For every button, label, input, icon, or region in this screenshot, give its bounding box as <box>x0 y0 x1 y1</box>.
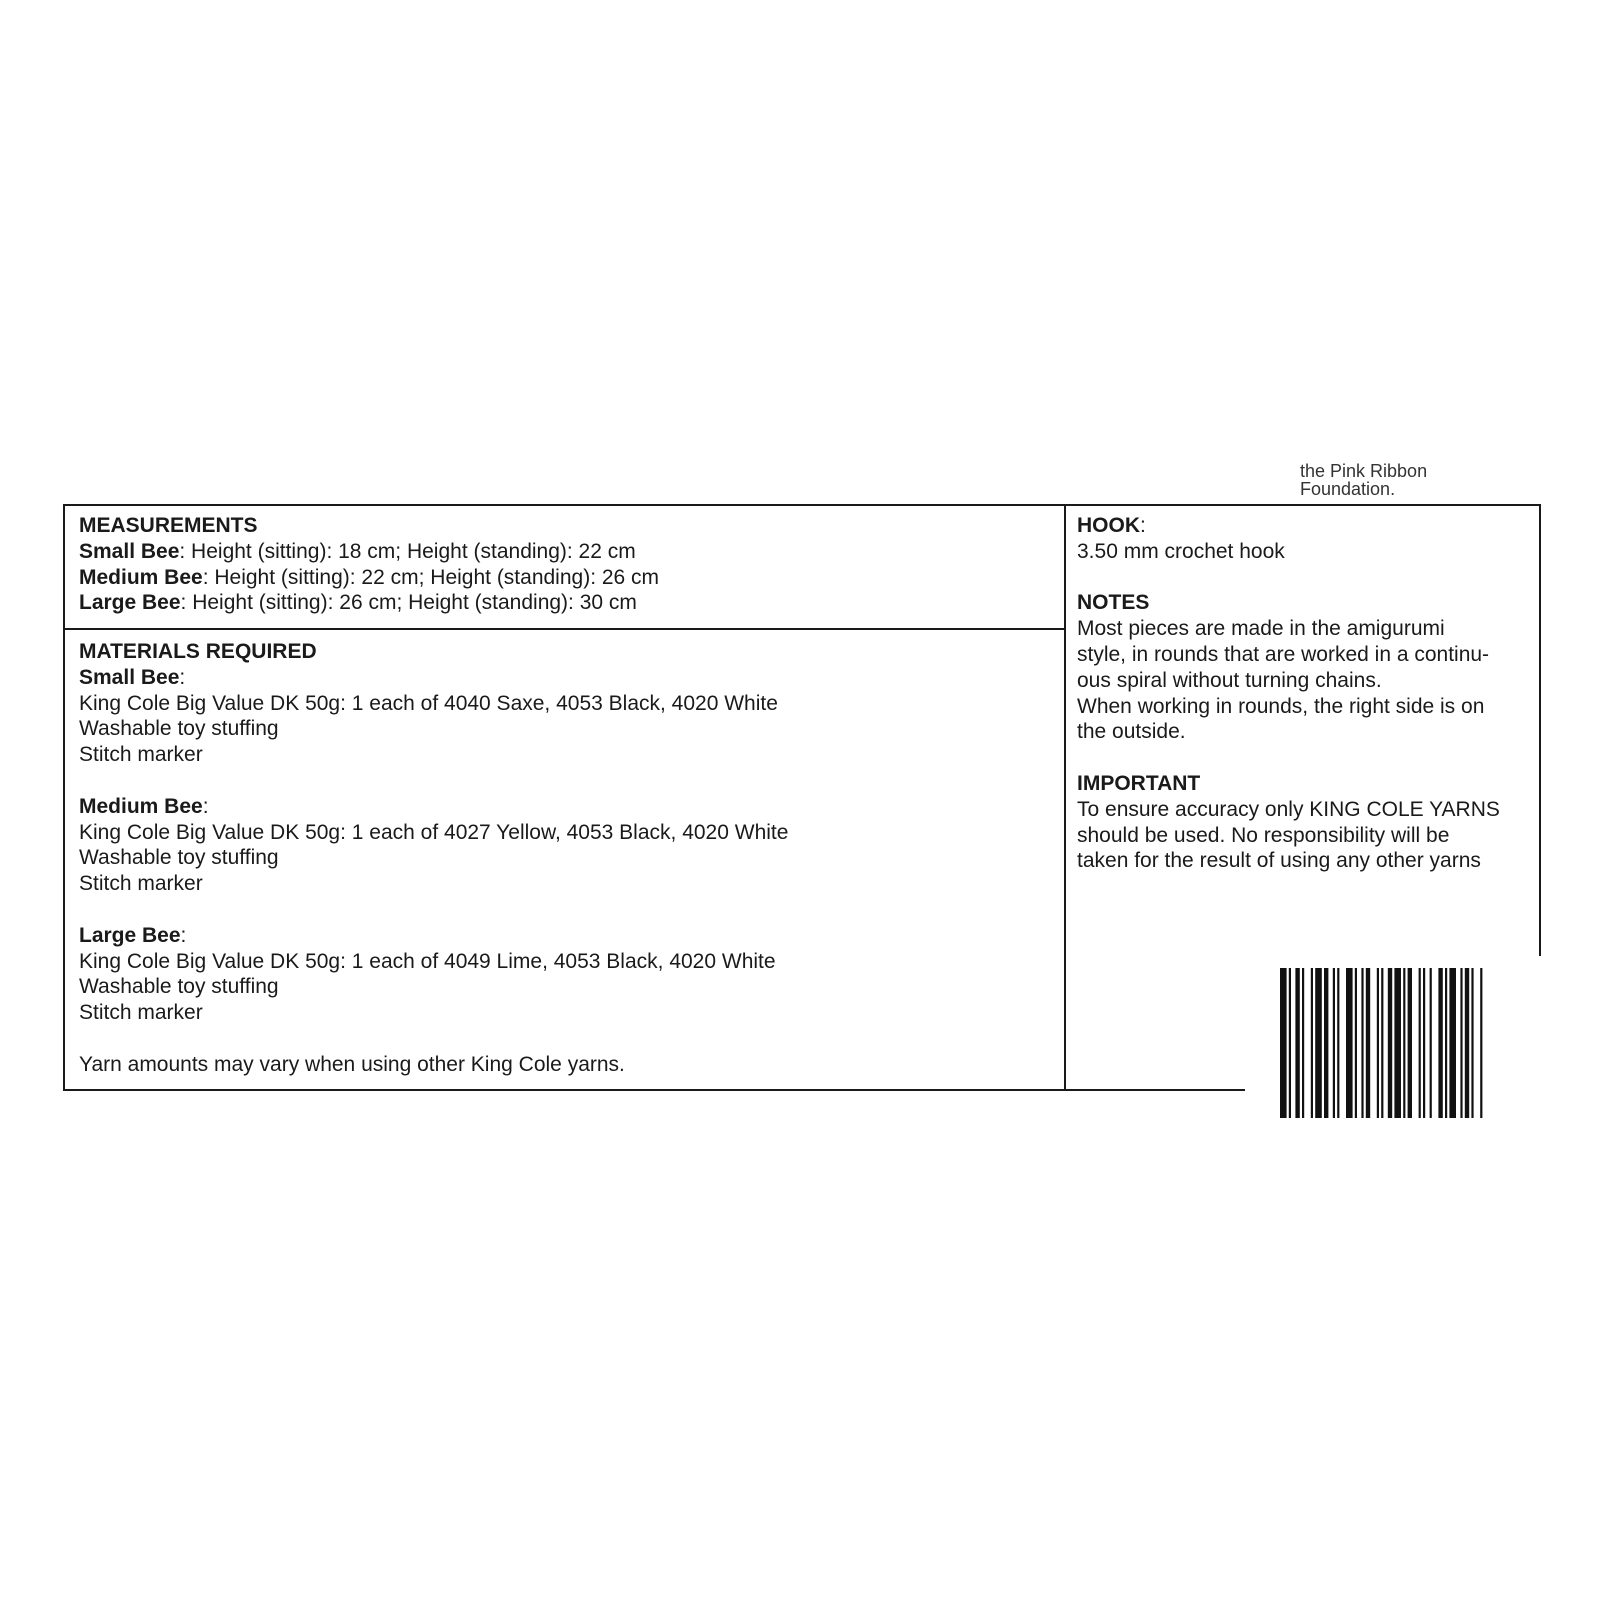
measurement-row-large <box>79 590 659 616</box>
materials-group-small-label <box>79 665 788 691</box>
spacer <box>79 1026 788 1052</box>
important-line: should be used. No responsibility will be <box>1077 823 1450 847</box>
group-label-suffix: : <box>202 794 209 818</box>
hook-text: 3.50 mm crochet hook <box>1077 539 1285 563</box>
barcode-graphic <box>1280 968 1512 1118</box>
cropped-header-fragment <box>1300 461 1520 499</box>
barcode-bar <box>1324 968 1328 1118</box>
barcode-bar <box>1480 968 1482 1118</box>
barcode-bar <box>1302 968 1304 1118</box>
barcode-bar <box>1311 968 1313 1118</box>
barcode-bar <box>1333 968 1335 1118</box>
materials-heading: MATERIALS REQUIRED <box>79 640 317 663</box>
barcode-bar <box>1337 968 1339 1118</box>
materials-group-large-label <box>79 923 788 949</box>
barcode-bar <box>1355 968 1357 1118</box>
measurement-label: Large Bee <box>79 591 181 615</box>
measurements-section <box>79 513 659 616</box>
spacer <box>79 768 788 794</box>
materials-footnote: Yarn amounts may vary when using other King Cole yarns. <box>79 1052 625 1076</box>
spacer <box>1077 745 1500 771</box>
barcode-bar <box>1346 968 1353 1118</box>
measurement-value: : Height (sitting): 22 cm; Height (standing): 26 cm <box>202 565 660 589</box>
measurements-heading: MEASUREMENTS <box>79 514 258 537</box>
materials-line: Stitch marker <box>79 743 203 767</box>
materials-line: Stitch marker <box>79 1001 203 1025</box>
group-label-suffix: : <box>179 665 186 689</box>
barcode-bar <box>1315 968 1322 1118</box>
frame-row-divider <box>63 628 1065 630</box>
hook-heading-line <box>1077 513 1500 539</box>
materials-line: King Cole Big Value DK 50g: 1 each of 4040 Saxe, 4053 Black, 4020 White <box>79 691 778 715</box>
group-label: Small Bee <box>79 665 180 689</box>
barcode-bar <box>1449 968 1456 1118</box>
frame-left-border <box>63 504 65 1091</box>
measurement-value: : Height (sitting): 26 cm; Height (standing): 30 cm <box>180 591 637 615</box>
barcode-bar <box>1289 968 1291 1118</box>
barcode-bar <box>1430 968 1432 1118</box>
important-heading: IMPORTANT <box>1077 771 1201 795</box>
notes-line: Most pieces are made in the amigurumi <box>1077 617 1445 641</box>
important-line: To ensure accuracy only KING COLE YARNS <box>1077 797 1500 821</box>
hook-heading: HOOK <box>1077 514 1140 537</box>
materials-group-medium-label <box>79 794 788 820</box>
frame-top-border <box>63 504 1541 506</box>
measurement-value: : Height (sitting): 18 cm; Height (standing): 22 cm <box>179 539 636 563</box>
right-column <box>1077 513 1500 874</box>
notes-line: ous spiral without turning chains. <box>1077 668 1382 692</box>
spacer <box>1077 565 1500 591</box>
barcode-bar <box>1366 968 1370 1118</box>
barcode-bar <box>1438 968 1442 1118</box>
frame-bottom-border <box>63 1089 1245 1091</box>
barcode-bar <box>1361 968 1363 1118</box>
hook-heading-suffix: : <box>1140 514 1146 537</box>
measurement-row-small <box>79 539 659 565</box>
barcode-bar <box>1280 968 1287 1118</box>
barcode-bar <box>1471 968 1473 1118</box>
barcode-bar <box>1460 968 1462 1118</box>
barcode-bar <box>1381 968 1383 1118</box>
notes-line: style, in rounds that are worked in a continu- <box>1077 642 1490 666</box>
barcode-bar <box>1423 968 1425 1118</box>
barcode-bar <box>1295 968 1299 1118</box>
barcode-bar <box>1403 968 1405 1118</box>
materials-line: King Cole Big Value DK 50g: 1 each of 4049 Lime, 4053 Black, 4020 White <box>79 949 776 973</box>
barcode-icon <box>1280 968 1512 1118</box>
measurement-label: Medium Bee <box>79 565 203 589</box>
header-fragment-text: the Pink Ribbon Foundation. <box>1300 461 1428 499</box>
materials-line: King Cole Big Value DK 50g: 1 each of 4027 Yellow, 4053 Black, 4020 White <box>79 820 789 844</box>
barcode-bar <box>1445 968 1447 1118</box>
barcode-bar <box>1419 968 1421 1118</box>
materials-line: Stitch marker <box>79 872 203 896</box>
barcode-bar <box>1377 968 1379 1118</box>
barcode-bar <box>1408 968 1412 1118</box>
barcode-bar <box>1465 968 1469 1118</box>
materials-line: Washable toy stuffing <box>79 846 279 870</box>
materials-line: Washable toy stuffing <box>79 975 279 999</box>
notes-heading: NOTES <box>1077 591 1150 615</box>
group-label-suffix: : <box>180 923 187 947</box>
notes-line: When working in rounds, the right side is on <box>1077 694 1485 718</box>
spacer <box>79 897 788 923</box>
important-line: taken for the result of using any other yarns <box>1077 849 1481 873</box>
materials-section <box>79 639 788 1078</box>
barcode-bar <box>1394 968 1401 1118</box>
notes-line: the outside. <box>1077 720 1186 744</box>
barcode-bar <box>1388 968 1392 1118</box>
group-label: Medium Bee <box>79 794 203 818</box>
group-label: Large Bee <box>79 923 181 947</box>
frame-column-divider <box>1064 504 1066 1091</box>
measurement-row-medium <box>79 565 659 591</box>
frame-right-border <box>1539 504 1541 956</box>
materials-line: Washable toy stuffing <box>79 717 279 741</box>
measurement-label: Small Bee <box>79 539 180 563</box>
